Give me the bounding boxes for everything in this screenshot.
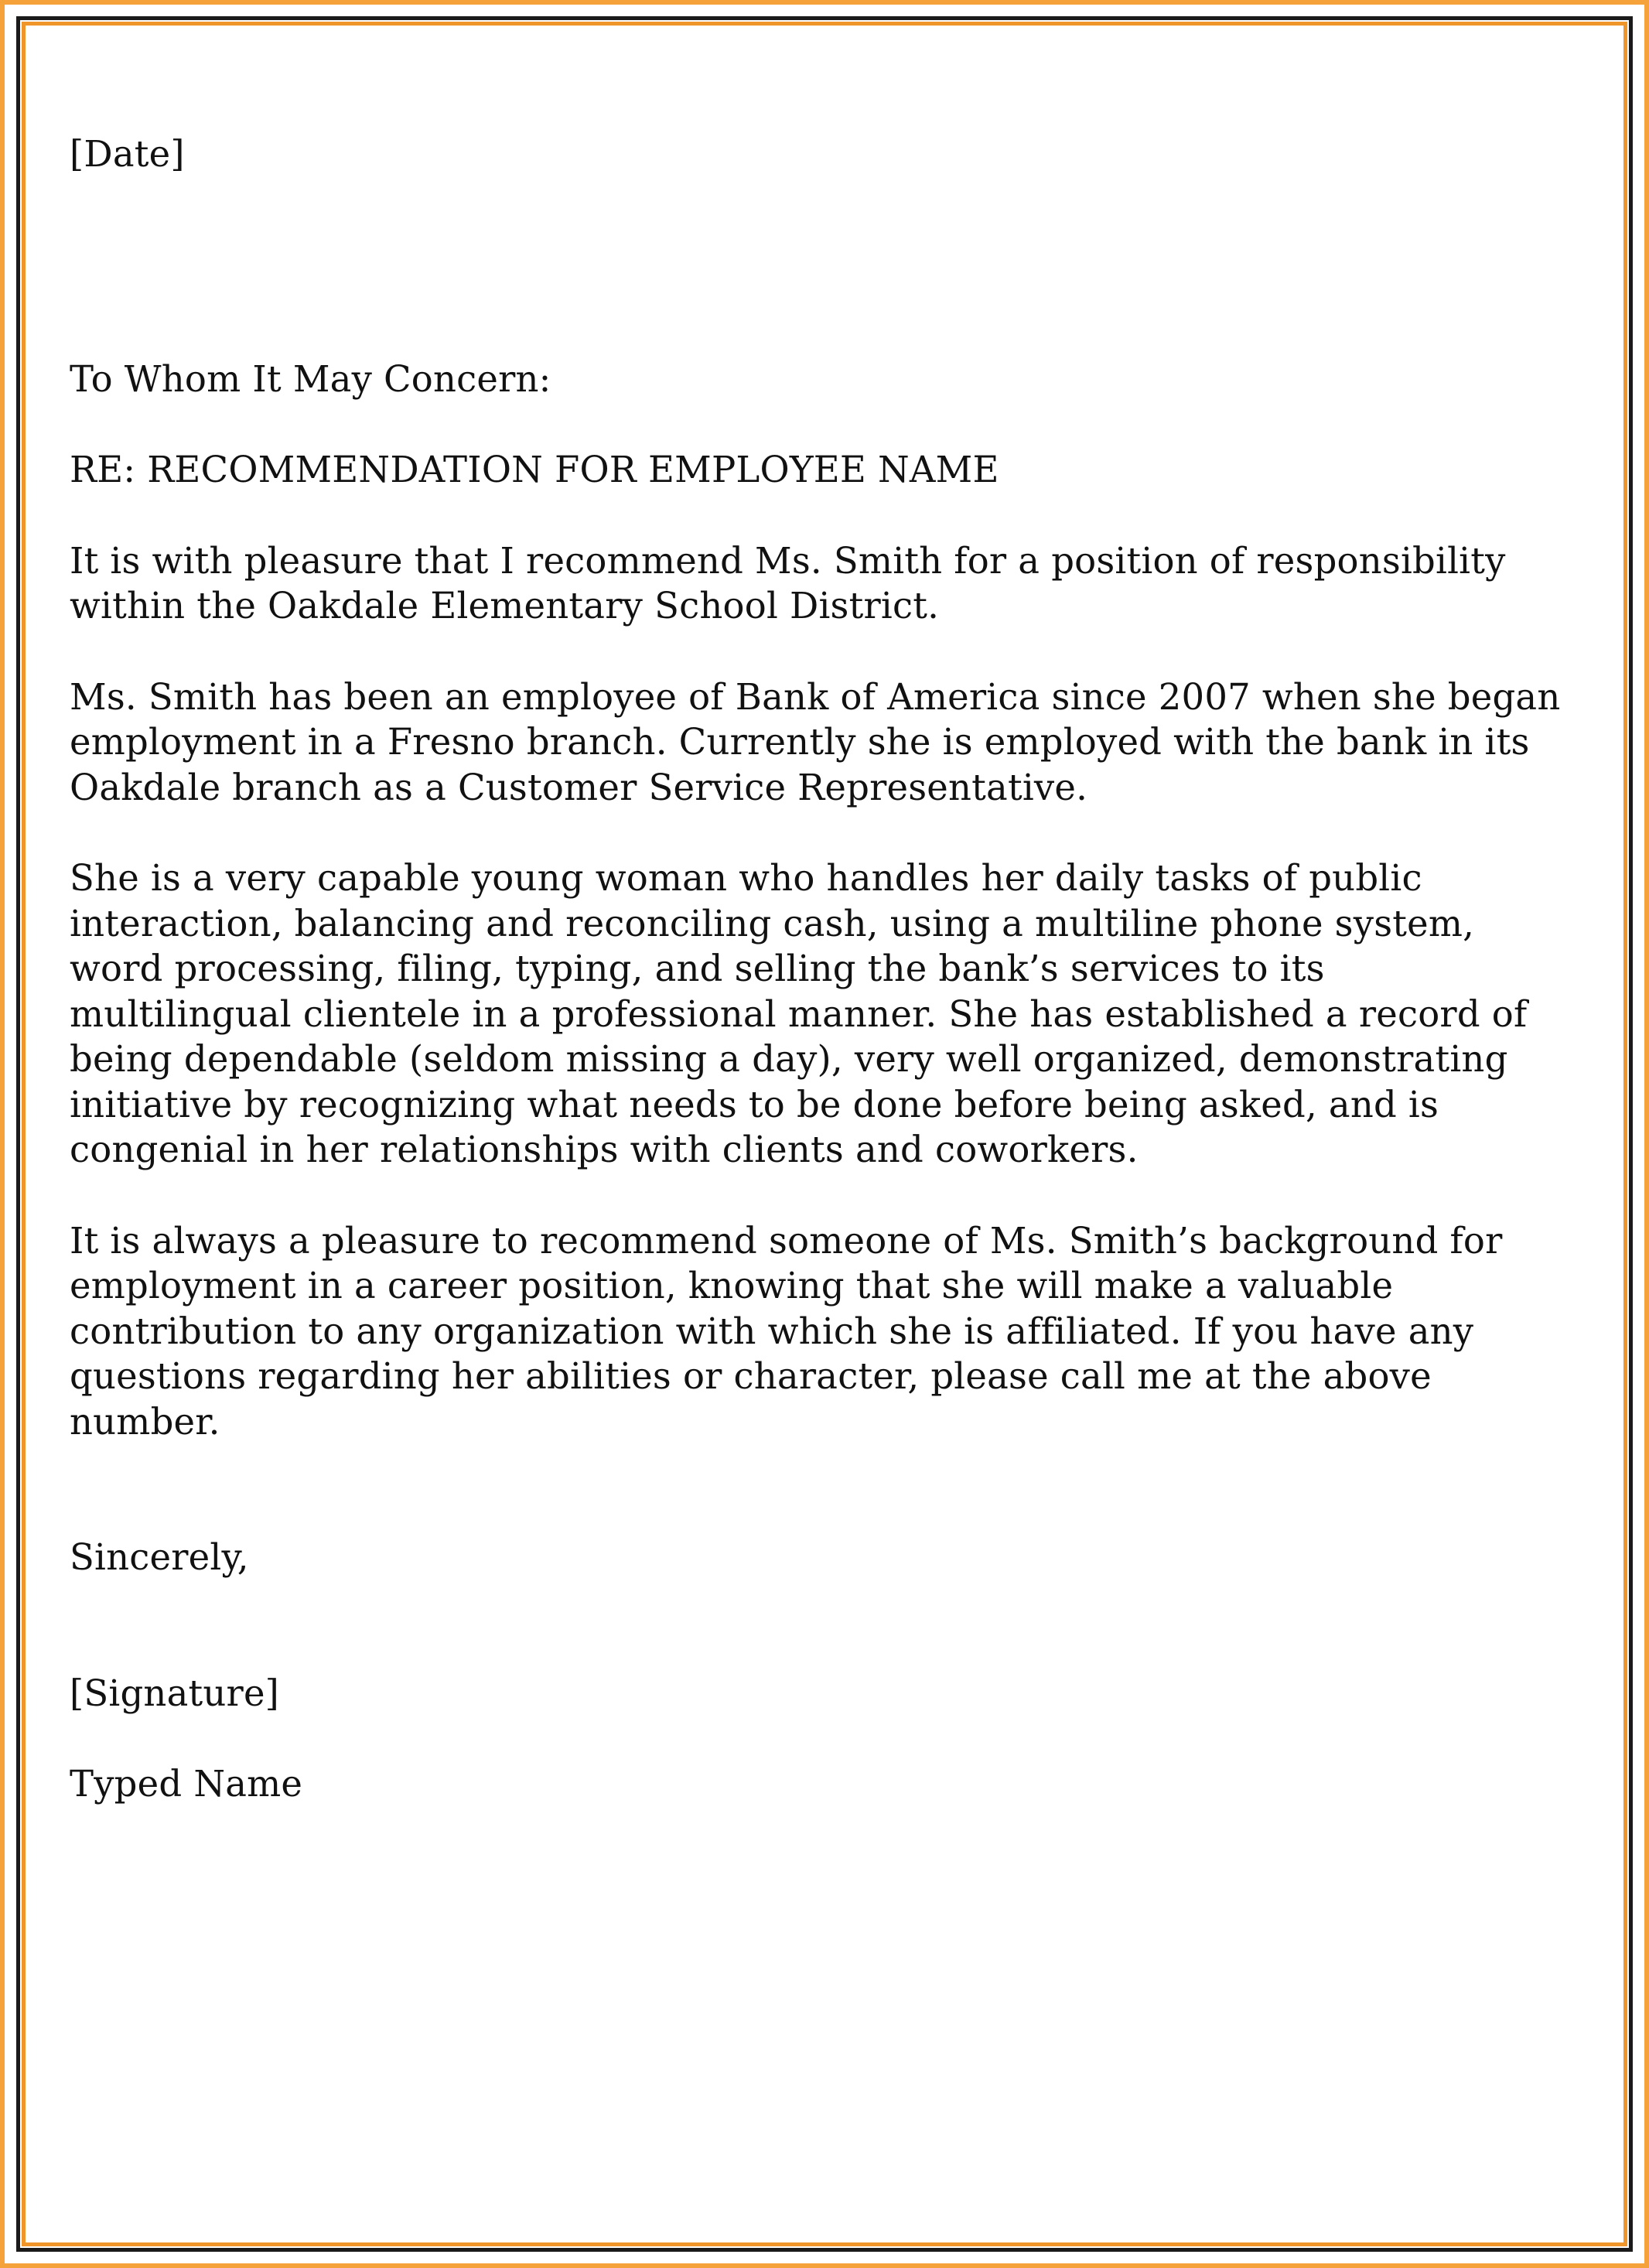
paragraph-line: She is a very capable young woman who handles her daily tasks of public: [70, 857, 1422, 899]
paragraph-4: [70, 1218, 1586, 1445]
letter-typed-name: Typed Name: [70, 1763, 303, 1805]
paragraph-3: [70, 856, 1586, 1173]
paragraph-line: multilingual clientele in a professional manner. She has established a record of: [70, 992, 1528, 1035]
paragraph-line: being dependable (seldom missing a day), very well organized, demonstrating: [70, 1038, 1508, 1080]
paragraph-line: Oakdale branch as a Customer Service Representative.: [70, 766, 1088, 808]
paragraph-line: Ms. Smith has been an employee of Bank of America since 2007 when she began: [70, 675, 1561, 718]
letter-salutation: To Whom It May Concern:: [70, 357, 551, 400]
paragraph-line: within the Oakdale Elementary School District.: [70, 585, 940, 627]
paragraph-line: It is always a pleasure to recommend someone of Ms. Smith’s background for: [70, 1219, 1503, 1262]
paragraph-line: employment in a Fresno branch. Currently she is employed with the bank in its: [70, 721, 1530, 763]
letter-subject: RE: RECOMMENDATION FOR EMPLOYEE NAME: [70, 449, 999, 490]
paragraph-line: interaction, balancing and reconciling cash, using a multiline phone system,: [70, 902, 1475, 944]
paragraph-line: contribution to any organization with which she is affiliated. If you have any: [70, 1310, 1474, 1352]
letter-body: [70, 132, 1586, 1807]
letter-signature: [Signature]: [70, 1672, 280, 1714]
letter-date: [Date]: [70, 133, 185, 175]
paragraph-2: [70, 675, 1586, 811]
letter-closing: Sincerely,: [70, 1536, 249, 1578]
paragraph-line: initiative by recognizing what needs to be done before being asked, and is: [70, 1083, 1439, 1125]
paragraph-line: employment in a career position, knowing that she will make a valuable: [70, 1265, 1394, 1306]
paragraph-line: number.: [70, 1400, 220, 1443]
paragraph-line: questions regarding her abilities or character, please call me at the above: [70, 1355, 1432, 1397]
paragraph-line: congenial in her relationships with clients and coworkers.: [70, 1129, 1139, 1170]
paragraph-1: [70, 538, 1586, 629]
paragraph-line: It is with pleasure that I recommend Ms. Smith for a position of responsibility: [70, 539, 1506, 582]
paragraph-line: word processing, filing, typing, and selling the bank’s services to its: [70, 948, 1325, 989]
